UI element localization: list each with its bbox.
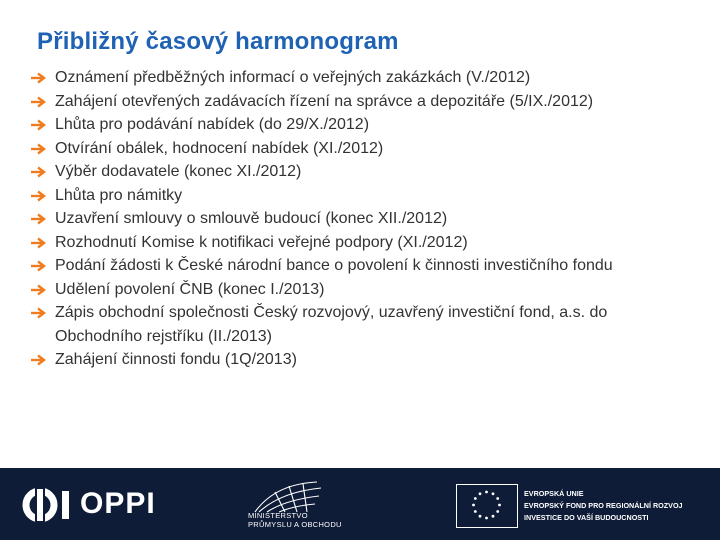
arrow-right-icon — [30, 119, 47, 131]
list-item-text: Zápis obchodní společnosti Český rozvojový, uzavřený investiční fond, a.s. do Obchodního rejstříku (II./2013) — [55, 304, 608, 345]
arrow-right-icon — [30, 72, 47, 84]
list-item-text: Udělení povolení ČNB (konec I./2013) — [55, 280, 325, 298]
arrow-right-icon — [30, 96, 47, 108]
list-item — [30, 348, 678, 372]
arrow-right-icon — [30, 166, 47, 178]
list-item-text: Zahájení otevřených zadávacích řízení na správce a depozitáře (5/IX./2012) — [55, 92, 594, 110]
list-item-text: Otvírání obálek, hodnocení nabídek (XI./2012) — [55, 139, 384, 157]
eu-stars-icon — [457, 485, 516, 526]
list-item — [30, 254, 678, 278]
list-item — [30, 207, 678, 231]
eu-line1: EVROPSKÁ UNIE — [524, 489, 584, 498]
list-item — [30, 278, 678, 302]
list-item — [30, 113, 678, 137]
footer-logo-bar — [0, 468, 720, 540]
list-item-text: Lhůta pro podávání nabídek (do 29/X./2012) — [55, 116, 370, 133]
arrow-right-icon — [30, 143, 47, 155]
arrow-right-icon — [30, 237, 47, 249]
list-item — [30, 160, 678, 184]
list-item-text: Výběr dodavatele (konec XI./2012) — [55, 163, 302, 180]
list-item — [30, 184, 678, 208]
list-item — [30, 66, 678, 90]
timeline-list — [30, 66, 678, 372]
arrow-right-icon — [30, 213, 47, 225]
oppi-logo-icon — [22, 486, 72, 524]
arrow-right-icon — [30, 307, 47, 319]
list-item-text: Podání žádosti k České národní bance o povolení k činnosti investičního fondu — [55, 257, 613, 274]
eu-line3: INVESTICE DO VAŠÍ BUDOUCNOSTI — [524, 513, 649, 522]
page-title: Přibližný časový harmonogram — [37, 28, 399, 55]
ministry-name-line2: PRŮMYSLU A OBCHODU — [248, 520, 342, 529]
list-item — [30, 137, 678, 161]
list-item-text: Uzavření smlouvy o smlouvě budoucí (konec XII./2012) — [55, 210, 448, 227]
list-item — [30, 301, 678, 348]
oppi-logo-text: OPPI — [80, 487, 156, 520]
eu-flag — [456, 484, 518, 528]
arrow-right-icon — [30, 284, 47, 296]
arrow-right-icon — [30, 354, 47, 366]
eu-text-block — [524, 488, 683, 524]
arrow-right-icon — [30, 190, 47, 202]
list-item — [30, 90, 678, 114]
list-item-text: Zahájení činnosti fondu (1Q/2013) — [55, 351, 297, 368]
list-item-text: Rozhodnutí Komise k notifikaci veřejné podpory (XI./2012) — [55, 233, 468, 251]
list-item — [30, 231, 678, 255]
arrow-right-icon — [30, 260, 47, 272]
list-item-text: Lhůta pro námitky — [55, 186, 183, 204]
list-item-text: Oznámení předběžných informací o veřejných zakázkách (V./2012) — [55, 69, 531, 86]
ministry-name-line1: MINISTERSTVO — [248, 511, 308, 520]
eu-line2: EVROPSKÝ FOND PRO REGIONÁLNÍ ROZVOJ — [524, 501, 683, 510]
